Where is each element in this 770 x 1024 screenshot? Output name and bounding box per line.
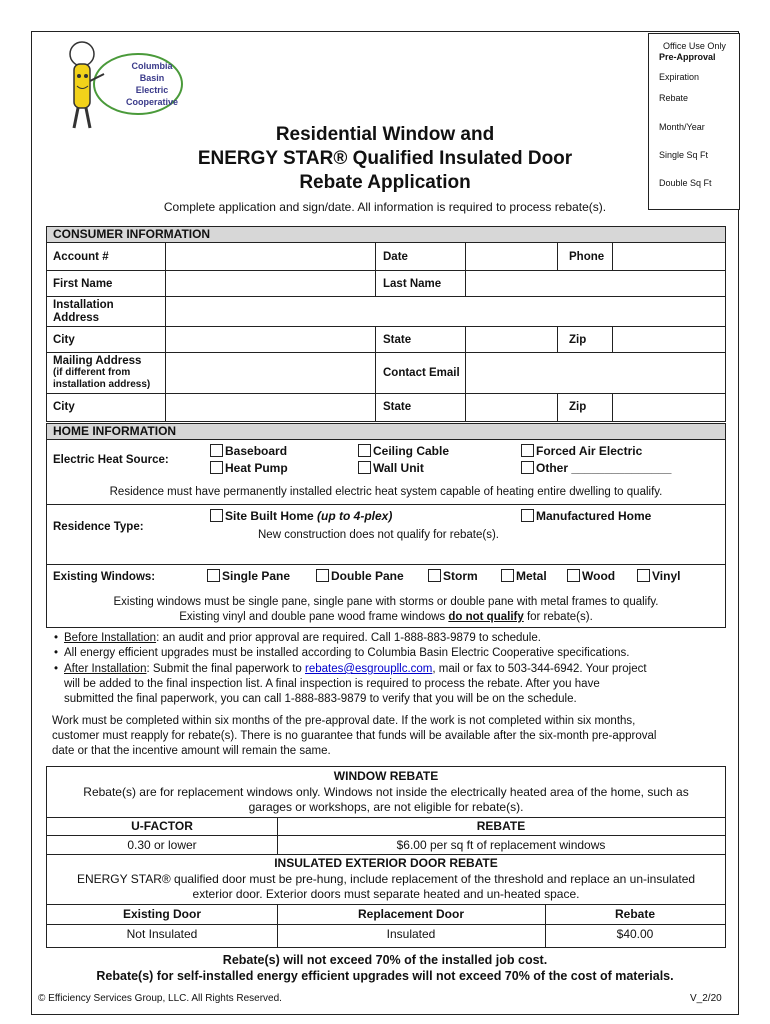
- city-label: City: [53, 334, 75, 346]
- logo-line-4: Cooperative: [125, 97, 178, 107]
- work-line-2: customer must reapply for rebate(s). There is no guarantee that funds will be available after the six-month pre-approval: [52, 730, 657, 742]
- metal-checkbox[interactable]: [501, 569, 514, 582]
- baseboard-checkbox[interactable]: [210, 444, 223, 457]
- door-rebate-desc-1: ENERGY STAR® qualified door must be pre-hung, include replacement of the threshold and replace an un-insulated: [76, 872, 696, 886]
- logo-line-2: Basin: [139, 73, 165, 83]
- manufactured-option[interactable]: [521, 509, 651, 523]
- work-line-3: date or that the incentive amount will remain the same.: [52, 745, 331, 757]
- office-preapproval: Pre-Approval: [659, 52, 716, 62]
- office-monthyear: Month/Year: [659, 122, 705, 132]
- mailing-city-input[interactable]: [167, 394, 373, 421]
- storm-text: Storm: [443, 569, 478, 583]
- wall-unit-text: Wall Unit: [373, 461, 424, 475]
- date-input[interactable]: [467, 244, 555, 269]
- manufactured-text: Manufactured Home: [536, 509, 652, 523]
- other-checkbox[interactable]: [521, 461, 534, 474]
- title-line-3: Rebate Application: [299, 172, 471, 193]
- double-pane-option[interactable]: [316, 569, 404, 583]
- existing-door-header: Existing Door: [122, 907, 201, 921]
- baseboard-text: Baseboard: [225, 444, 288, 458]
- state-label: State: [383, 334, 412, 346]
- site-built-option[interactable]: [210, 509, 392, 523]
- vinyl-option[interactable]: [637, 569, 680, 583]
- windows-note-1: Existing windows must be single pane, single pane with storms or double pane with metal frames to qualify.: [113, 596, 659, 608]
- heat-pump-text: Heat Pump: [225, 461, 288, 475]
- title-line-1: Residential Window and: [275, 124, 495, 145]
- account-label: Account #: [53, 251, 109, 263]
- mailing-line-2: (if different from: [53, 367, 131, 378]
- office-heading: Office Use Only: [663, 41, 726, 51]
- replacement-door-value: Insulated: [386, 927, 436, 941]
- footer-copyright: © Efficiency Services Group, LLC. All Rights Reserved.: [38, 993, 282, 1004]
- other-option[interactable]: [521, 461, 671, 475]
- site-built-text: Site Built Home: [225, 509, 318, 523]
- office-rebate: Rebate: [659, 93, 689, 103]
- heat-source-label: Electric Heat Source:: [53, 454, 169, 466]
- single-pane-checkbox[interactable]: [207, 569, 220, 582]
- window-rebate-col-header: REBATE: [476, 819, 526, 833]
- double-pane-checkbox[interactable]: [316, 569, 329, 582]
- last-name-input[interactable]: [467, 271, 723, 295]
- bullet-specifications: • All energy efficient upgrades must be installed according to Columbia Basin Electric Cooperative specifications.: [54, 647, 630, 659]
- ceiling-cable-checkbox[interactable]: [358, 444, 371, 457]
- wood-checkbox[interactable]: [567, 569, 580, 582]
- first-name-label: First Name: [53, 278, 113, 290]
- mailing-state-label: State: [383, 401, 412, 413]
- wall-unit-checkbox[interactable]: [358, 461, 371, 474]
- date-label: Date: [383, 251, 408, 263]
- metal-option[interactable]: [501, 569, 547, 583]
- mailing-city-label: City: [53, 401, 75, 413]
- ufactor-value: 0.30 or lower: [127, 838, 197, 852]
- consumer-header: CONSUMER INFORMATION: [47, 227, 725, 243]
- mailing-zip-input[interactable]: [614, 394, 724, 421]
- first-name-input[interactable]: [167, 271, 373, 295]
- contact-email-label: Contact Email: [383, 367, 460, 379]
- logo-line-3: Electric: [135, 85, 169, 95]
- bullet-after-installation: • After Installation: Submit the final paperwork to rebates@esgroupllc.com, mail or fax to 503-344-6942. Your project: [54, 663, 647, 675]
- storm-option[interactable]: [428, 569, 478, 583]
- work-line-1: Work must be completed within six months of the pre-approval date. If the work is not completed within six months,: [52, 715, 636, 727]
- phone-input[interactable]: [614, 244, 724, 269]
- storm-checkbox[interactable]: [428, 569, 441, 582]
- office-double: Double Sq Ft: [659, 178, 712, 188]
- zip-input[interactable]: [614, 327, 724, 351]
- windows-note-2: Existing vinyl and double pane wood frame windows do not qualify for rebate(s).: [179, 611, 593, 623]
- wall-unit-option[interactable]: [358, 461, 424, 475]
- replacement-door-header: Replacement Door: [357, 907, 465, 921]
- rebates-email-link[interactable]: rebates@esgroupllc.com: [305, 663, 433, 675]
- door-rebate-value: $40.00: [616, 927, 654, 941]
- logo-line-1: Columbia: [131, 61, 173, 71]
- single-pane-text: Single Pane: [222, 569, 291, 583]
- metal-text: Metal: [516, 569, 547, 583]
- limit-line-1: Rebate(s) will not exceed 70% of the installed job cost.: [222, 953, 548, 967]
- phone-label: Phone: [569, 251, 605, 263]
- installation-address-input[interactable]: [167, 297, 723, 325]
- vinyl-text: Vinyl: [652, 569, 681, 583]
- door-rebate-desc-2: exterior door. Exterior doors must separate heated and un-heated space.: [192, 887, 580, 901]
- office-use-box: [648, 33, 740, 210]
- footer-version: V_2/20: [690, 993, 722, 1004]
- residence-type-label: Residence Type:: [53, 521, 144, 533]
- existing-door-value: Not Insulated: [126, 927, 198, 941]
- city-input[interactable]: [167, 327, 373, 351]
- mailing-state-input[interactable]: [467, 394, 555, 421]
- baseboard-option[interactable]: [210, 444, 287, 458]
- consumer-section: [46, 226, 726, 422]
- heat-note: Residence must have permanently installed electric heat system capable of heating entire dwelling to qualify.: [109, 486, 663, 498]
- contact-email-input[interactable]: [467, 353, 723, 392]
- bullet-after-line-2: will be added to the final inspection list. A final inspection is required to process the rebate. After you have: [64, 678, 600, 690]
- installation-line-2: Address: [53, 312, 100, 324]
- double-pane-text: Double Pane: [331, 569, 404, 583]
- state-input[interactable]: [467, 327, 555, 351]
- mailing-line-1: Mailing Address: [53, 355, 142, 367]
- title-line-2: ENERGY STAR® Qualified Insulated Door: [197, 148, 573, 169]
- installation-address-label: [53, 299, 114, 325]
- manufactured-checkbox[interactable]: [521, 509, 534, 522]
- office-expiration: Expiration: [659, 72, 700, 82]
- heat-pump-option[interactable]: [210, 461, 288, 475]
- cooperative-logo: [60, 36, 190, 136]
- bullet-before-installation: • Before Installation: an audit and prior approval are required. Call 1-888-883-9879 to schedule.: [54, 632, 541, 644]
- mailing-line-3: installation address): [53, 379, 151, 390]
- ceiling-cable-option[interactable]: [358, 444, 449, 458]
- installation-line-1: Installation: [53, 299, 114, 311]
- door-rebate-header: INSULATED EXTERIOR DOOR REBATE: [274, 856, 498, 870]
- window-rebate-header: WINDOW REBATE: [333, 769, 439, 783]
- residence-note: New construction does not qualify for rebate(s).: [258, 529, 499, 541]
- window-rebate-value: $6.00 per sq ft of replacement windows: [396, 838, 606, 852]
- existing-windows-label: Existing Windows:: [53, 571, 156, 583]
- forced-air-text: Forced Air Electric: [536, 444, 643, 458]
- ceiling-cable-text: Ceiling Cable: [373, 444, 450, 458]
- mailing-zip-label: Zip: [569, 401, 587, 413]
- account-input[interactable]: [167, 244, 373, 269]
- office-single: Single Sq Ft: [659, 150, 709, 160]
- page-subtitle: Complete application and sign/date. All information is required to process rebate(s).: [163, 200, 607, 214]
- window-rebate-desc-1: Rebate(s) are for replacement windows only. Windows not inside the electrically heated area of the home, such as: [83, 785, 689, 799]
- rebate-table: [46, 766, 726, 948]
- last-name-label: Last Name: [383, 278, 442, 290]
- ufactor-header: U-FACTOR: [131, 819, 193, 833]
- wood-option[interactable]: [567, 569, 615, 583]
- other-text: Other _______________: [536, 461, 672, 475]
- single-pane-option[interactable]: [207, 569, 290, 583]
- home-header: HOME INFORMATION: [47, 424, 725, 440]
- forced-air-option[interactable]: [521, 444, 642, 458]
- limit-line-2: Rebate(s) for self-installed energy efficient upgrades will not exceed 70% of the cost of materials.: [96, 969, 674, 983]
- window-rebate-desc-2: garages or workshops, are not eligible for rebate(s).: [248, 800, 524, 814]
- door-rebate-col-header: Rebate: [614, 907, 655, 921]
- bullet-after-line-3: submitted the final paperwork, you can call 1-888-883-9879 to verify that you will be on the schedule.: [64, 693, 577, 705]
- site-built-em: (up to 4-plex): [317, 509, 393, 523]
- mailing-address-label: [53, 355, 150, 391]
- home-section: [46, 423, 726, 628]
- forced-air-checkbox[interactable]: [521, 444, 534, 457]
- mailing-address-input[interactable]: [167, 353, 373, 392]
- vinyl-checkbox[interactable]: [637, 569, 650, 582]
- zip-label: Zip: [569, 334, 587, 346]
- site-built-checkbox[interactable]: [210, 509, 223, 522]
- heat-pump-checkbox[interactable]: [210, 461, 223, 474]
- wood-text: Wood: [582, 569, 616, 583]
